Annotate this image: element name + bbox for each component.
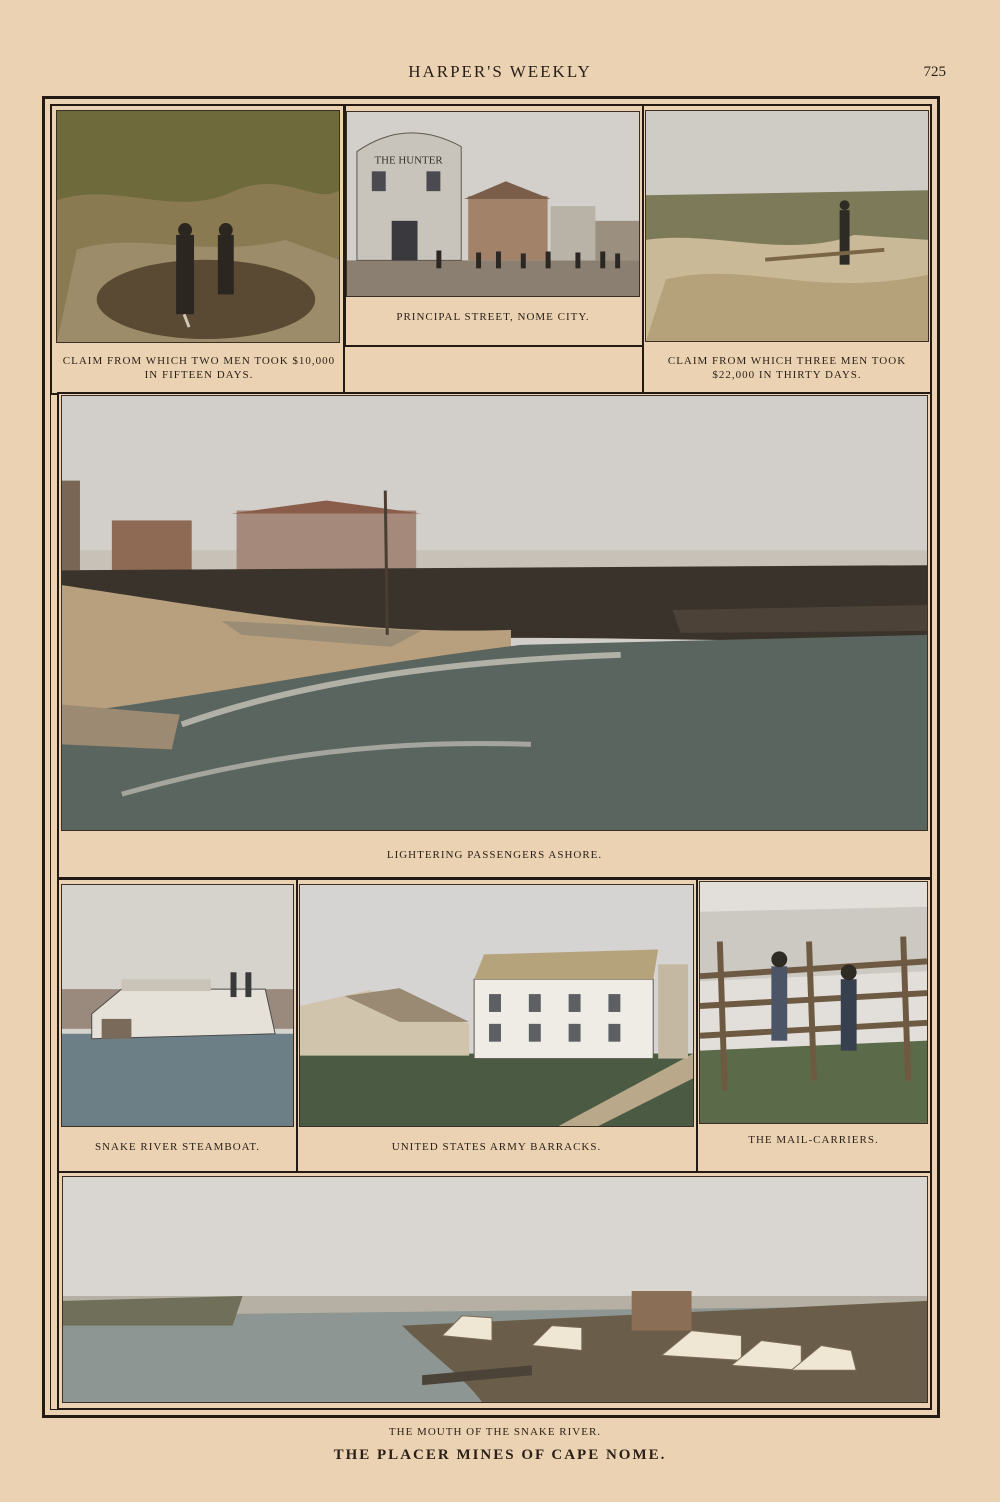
masthead: HARPER'S WEEKLY bbox=[408, 62, 592, 81]
caption-steamboat: SNAKE RIVER STEAMBOAT. bbox=[94, 1141, 261, 1153]
photo-claim-three-men bbox=[645, 110, 929, 342]
photo-mail-carriers bbox=[699, 881, 928, 1124]
photo-claim-two-men bbox=[56, 110, 340, 343]
photo-principal-street bbox=[346, 111, 640, 297]
page-header bbox=[0, 62, 1000, 86]
caption-barracks: UNITED STATES ARMY BARRACKS. bbox=[391, 1141, 602, 1153]
caption-mail-carriers: THE MAIL-CARRIERS. bbox=[748, 1134, 879, 1146]
caption-claim-two-men: CLAIM FROM WHICH TWO MEN TOOK $10,000 IN FIFTEEN DAYS. bbox=[62, 355, 336, 381]
caption-claim-three-men: CLAIM FROM WHICH THREE MEN TOOK $22,000 IN THIRTY DAYS. bbox=[667, 355, 907, 381]
photo-lightering bbox=[61, 395, 928, 831]
page-title: THE PLACER MINES OF CAPE NOME. bbox=[333, 1447, 667, 1463]
page-number: 725 bbox=[923, 64, 946, 80]
caption-lightering: LIGHTERING PASSENGERS ASHORE. bbox=[386, 849, 603, 861]
photo-snake-river-mouth bbox=[62, 1176, 928, 1403]
caption-snake-river-mouth: THE MOUTH OF THE SNAKE RIVER. bbox=[388, 1426, 602, 1438]
photo-steamboat bbox=[61, 884, 294, 1127]
photo-barracks bbox=[299, 884, 694, 1127]
caption-principal-street: PRINCIPAL STREET, NOME CITY. bbox=[396, 311, 590, 323]
hunter-sign: THE HUNTER bbox=[374, 154, 443, 167]
